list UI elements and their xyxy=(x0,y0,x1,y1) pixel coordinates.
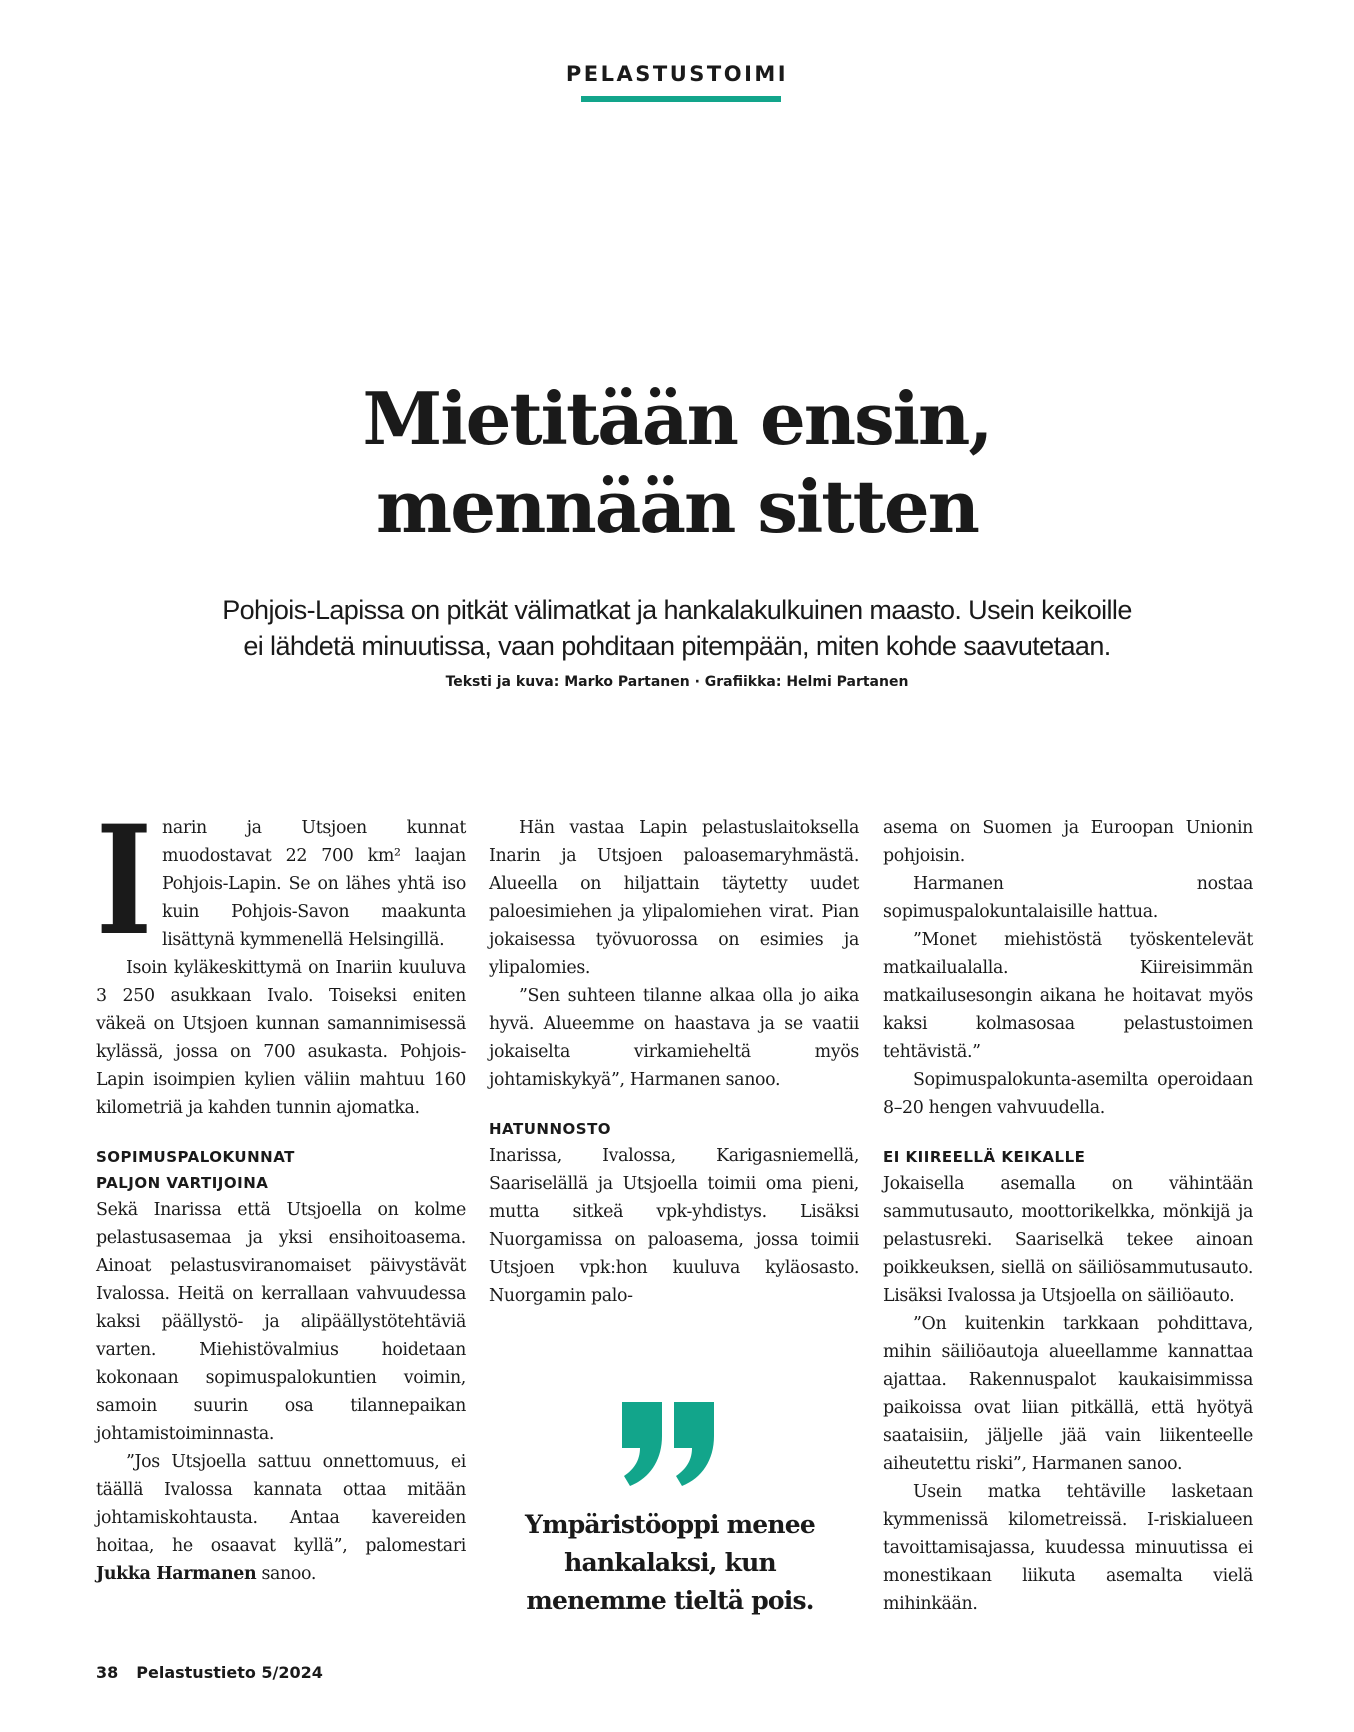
body-paragraph: asema on Suomen ja Euroopan Unionin pohjoisin. xyxy=(883,818,1253,866)
subheading: HATUNNOSTO xyxy=(489,1120,612,1138)
body-paragraph: Isoin kyläkeskittymä on Inariin kuuluva 3 250 asukkaan Ivalo. Toiseksi eniten väkeä on Utsjoen kunnan samannimisessä kylässä, jossa on 700 asukasta. Pohjois-Lapin isoimpien kylien väliin mahtuu 160 kilometriä ja kahden tunnin ajomatka. xyxy=(96,958,466,1118)
section-underline xyxy=(581,96,781,102)
pull-quote-line-1: Ympäristöoppi menee xyxy=(525,1510,815,1539)
subheading-line-1: SOPIMUSPALOKUNNAT xyxy=(96,1148,295,1166)
headline xyxy=(0,375,1354,551)
body-paragraph: Usein matka tehtäville lasketaan kymmenissä kilometreissä. I-riskialueen tavoittamisajassa, kuudessa minuutissa ei monestikaan liikuta asemalta vielä mihinkään. xyxy=(883,1482,1253,1614)
body-paragraph: ”Sen suhteen tilanne alkaa olla jo aika hyvä. Alueemme on haastava ja se vaatii jokaiselta virkamieheltä myös johtamiskykyä”, Harmanen sanoo. xyxy=(489,986,859,1090)
headline-line-1: Mietitään ensin, xyxy=(362,376,992,461)
person-name: Jukka Harmanen xyxy=(96,1564,257,1584)
pull-quote xyxy=(510,1506,830,1620)
page-number: 38 xyxy=(96,1663,119,1682)
body-paragraph: ”Monet miehistöstä työskentelevät matkailualalla. Kiireisimmän matkailusesongin aikana he hoitavat myös kaksi kolmasosaa pelastustoimen tehtävistä.” xyxy=(883,930,1253,1062)
quote-text: ”Jos Utsjoella sattuu onnettomuus, ei täällä Ivalossa kannata ottaa mitään johtamiskohtausta. Antaa kavereiden hoitaa, he osaavat kyllä”, palomestari xyxy=(96,1452,466,1556)
subheading-line-2: PALJON VARTIJOINA xyxy=(96,1174,269,1192)
section-label: PELASTUSTOIMI xyxy=(565,62,789,86)
article-column-3 xyxy=(883,814,1253,1618)
quote-mark-icon xyxy=(614,1398,724,1488)
lead-line-2: ei lähdetä minuutissa, vaan pohditaan pitempään, miten kohde saavutetaan. xyxy=(243,631,1111,661)
body-paragraph: Jokaisella asemalla on vähintään sammutusauto, moottorikelkka, mönkijä ja pelastusreki. Saariselkä tekee ainoan poikkeuksen, siellä on säiliösammutusauto. Lisäksi Ivalossa ja Utsjoella on säiliöauto. xyxy=(883,1174,1253,1306)
body-paragraph: Harmanen nostaa sopimuspalokuntalaisille hattua. xyxy=(883,874,1253,922)
article-column-1 xyxy=(96,793,466,1588)
page-footer xyxy=(96,1663,323,1682)
subheading xyxy=(96,1144,466,1196)
byline: Teksti ja kuva: Marko Partanen · Grafiikka: Helmi Partanen xyxy=(445,674,909,690)
publication-name: Pelastustieto 5/2024 xyxy=(136,1663,323,1682)
body-paragraph: Sekä Inarissa että Utsjoella on kolme pelastusasemaa ja yksi ensihoitoasema. Ainoat pelastusviranomaiset päivystävät Ivalossa. Heitä on kerrallaan vahvuudessa kaksi päällystö- ja alipäällystötehtäviä varten. Miehistövalmius hoidetaan kokonaan sopimuspalokuntien voimin, samoin suurin osa tilannepaikan johtamistoiminnasta. xyxy=(96,1200,466,1444)
body-paragraph: narin ja Utsjoen kunnat muodostavat 22 700 km² laajan Pohjois-Lapin. Se on lähes yhtä iso kuin Pohjois-Savon maakunta lisättynä kymmenellä Helsingillä. xyxy=(162,818,466,950)
body-paragraph: Hän vastaa Lapin pelastuslaitoksella Inarin ja Utsjoen paloasemaryhmästä. Alueella on hiljattain täytetty uudet paloesimiehen ja ylipalomiehen virat. Pian jokaisessa työvuorossa on esimies ja ylipalomies. xyxy=(489,818,859,978)
article-column-2 xyxy=(489,814,859,1310)
lead-paragraph xyxy=(0,592,1354,664)
headline-line-2: mennään sitten xyxy=(376,464,978,549)
pull-quote-line-3: menemme tieltä pois. xyxy=(526,1586,814,1615)
body-paragraph xyxy=(96,1448,466,1588)
drop-cap: I xyxy=(96,793,152,969)
body-paragraph: ”On kuitenkin tarkkaan pohdittava, mihin säiliöautoja alueellamme kannattaa ajattaa. Rakennuspalot kaukaisimmissa paikoissa ovat liian pitkällä, että hyötyä saataisiin, jäljelle jää vain liikenteelle aiheutettu riski”, Harmanen sanoo. xyxy=(883,1314,1253,1474)
body-paragraph: Inarissa, Ivalossa, Karigasniemellä, Saariselällä ja Utsjoella toimii oma pieni, mutta sitkeä vpk-yhdistys. Lisäksi Nuorgamissa on paloasema, jossa toimii Utsjoen vpk:hon kuuluva kyläosasto. Nuorgamin palo- xyxy=(489,1146,859,1306)
body-paragraph: Sopimuspalokunta-asemilta operoidaan 8–20 hengen vahvuudella. xyxy=(883,1070,1253,1118)
quote-end: sanoo. xyxy=(256,1564,317,1584)
pull-quote-line-2: hankalaksi, kun xyxy=(564,1548,776,1577)
lead-line-1: Pohjois-Lapissa on pitkät välimatkat ja hankalakulkuinen maasto. Usein keikoille xyxy=(222,595,1132,625)
subheading: EI KIIREELLÄ KEIKALLE xyxy=(883,1148,1086,1166)
